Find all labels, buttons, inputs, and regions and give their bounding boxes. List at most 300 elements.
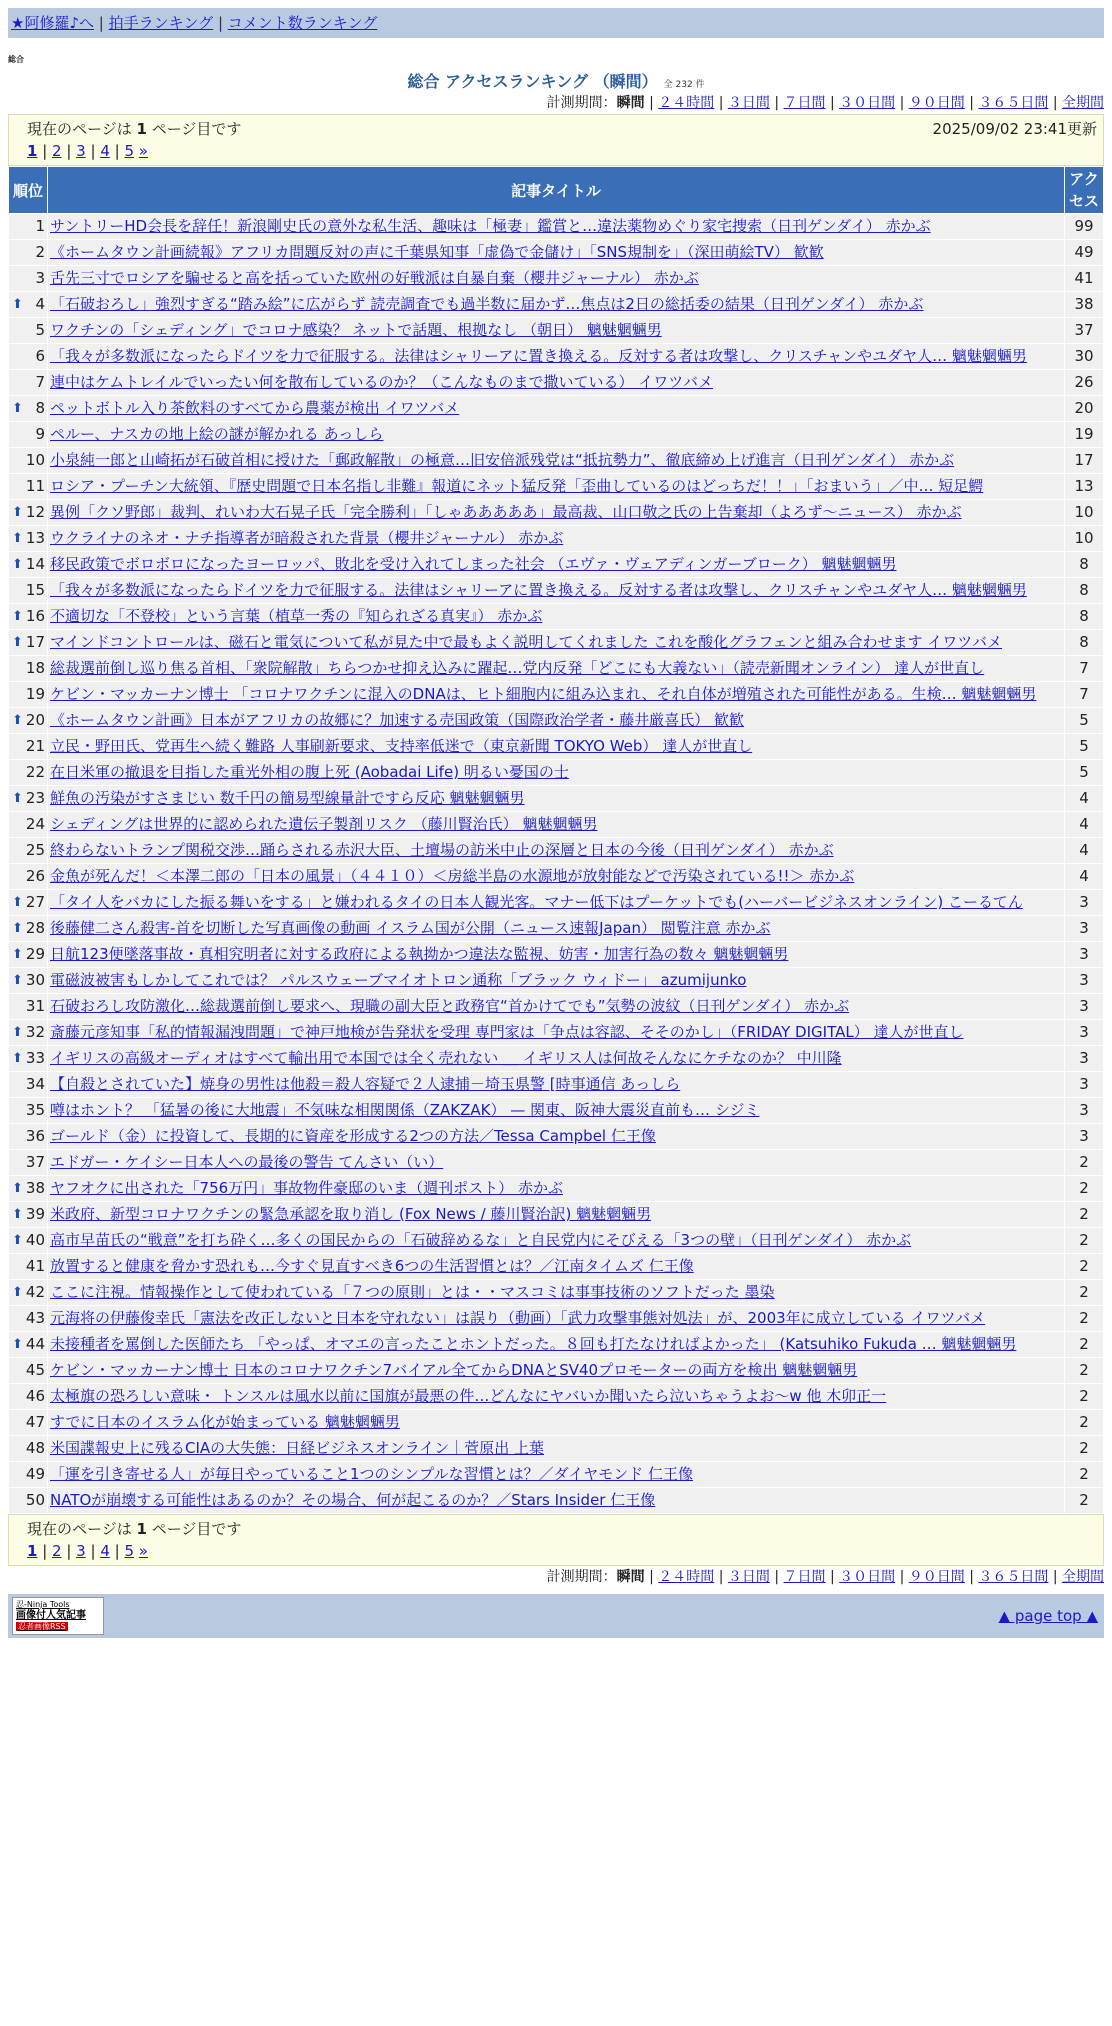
access-count: 26: [1065, 370, 1103, 395]
article-link[interactable]: 異例「クソ野郎」裁判、れいわ大石晃子氏「完全勝利」「しゃあああああ」最高裁、山口敬之氏の上告棄却（よろず〜ニュース） 赤かぶ: [50, 503, 962, 521]
table-row: [9, 1280, 1103, 1305]
article-link[interactable]: 元海将の伊藤俊幸氏「憲法を改正しないと日本を守れない」は誤り（動画）「武力攻撃事態対処法」が、2003年に成立している イワツバメ: [50, 1309, 986, 1327]
title-cell: [48, 552, 1064, 577]
table-row: [9, 474, 1103, 499]
article-link[interactable]: 石破おろし攻防激化…総裁選前倒し要求へ、現職の副大臣と政務官“首かけてでも”気勢の波紋（日刊ゲンダイ） 赤かぶ: [50, 997, 850, 1015]
section-label: 総合: [8, 55, 24, 64]
access-count: 2: [1065, 1436, 1103, 1461]
article-link[interactable]: ケビン・マッカーナン博士 「コロナワクチンに混入のDNAは、ヒト細胞内に組み込まれ、それ自体が増殖された可能性がある。生検… 魑魅魍魎男: [50, 685, 1037, 703]
rank-number: 15: [25, 581, 45, 599]
access-count: 8: [1065, 604, 1103, 629]
title-cell: [48, 292, 1064, 317]
title-cell: [48, 838, 1064, 863]
title-cell: [48, 240, 1064, 265]
pager-separator: |: [61, 142, 77, 160]
article-link[interactable]: 小泉純一郎と山崎拓が石破首相に授けた「郵政解散」の極意…旧安倍派残党は“抵抗勢力”、徹底締め上げ進言（日刊ゲンダイ） 赤かぶ: [50, 451, 955, 469]
page-link[interactable]: 1: [27, 1542, 38, 1560]
article-link[interactable]: 斎藤元彦知事「私的情報漏洩問題」で神戸地検が告発状を受理 専門家は「争点は容認、そそのかし」（FRIDAY DIGITAL） 達人が世直し: [50, 1023, 964, 1041]
title-cell: [48, 318, 1064, 343]
article-link[interactable]: 移民政策でボロボロになったヨーロッパ、敗北を受け入れてしまった社会 （エヴァ・ヴェアディンガーブローク） 魑魅魍魎男: [50, 555, 897, 573]
article-link[interactable]: ここに注視。情報操作として使われている「７つの原則」とは・・マスコミは事事技術のソフトだった 墨染: [50, 1283, 775, 1301]
access-count: 37: [1065, 318, 1103, 343]
period-link[interactable]: 全期間: [1062, 1569, 1104, 1585]
article-link[interactable]: 「タイ人をバカにした振る舞いをする」と嫌われるタイの日本人観光客。マナー低下はプーケットでも(ハーバービジネスオンライン) こーるてん: [50, 893, 1023, 911]
access-count: 5: [1065, 708, 1103, 733]
period-current: 瞬間: [616, 95, 645, 111]
rank-cell: [9, 1228, 47, 1253]
pager-separator: |: [109, 1542, 125, 1560]
rank-cell: [9, 656, 47, 681]
next-page-link[interactable]: »: [138, 1542, 148, 1560]
access-count: 2: [1065, 1332, 1103, 1357]
table-row: [9, 1046, 1103, 1071]
rank-number: 27: [25, 893, 45, 911]
period-link[interactable]: ２４時間: [658, 95, 715, 111]
period-link[interactable]: ３日間: [727, 1569, 770, 1585]
access-count: 2: [1065, 1228, 1103, 1253]
period-link[interactable]: ３０日間: [839, 1569, 896, 1585]
rank-cell: [9, 1202, 47, 1227]
period-link[interactable]: ３６５日間: [978, 95, 1049, 111]
period-link[interactable]: ３０日間: [839, 95, 896, 111]
article-link[interactable]: シェディングは世界的に認められた遺伝子製剤リスク （藤川賢治氏） 魑魅魍魎男: [50, 815, 598, 833]
rank-cell: [9, 578, 47, 603]
article-link[interactable]: 「我々が多数派になったらドイツを力で征服する。法律はシャリーアに置き換える。反対する者は攻撃し、クリスチャンやユダヤ人… 魑魅魍魎男: [50, 347, 1027, 365]
rank-cell: [9, 630, 47, 655]
rank-cell: [9, 526, 47, 551]
rank-up-arrow-icon: ⬆: [12, 557, 23, 572]
title-cell: [48, 1488, 1064, 1513]
title-cell: [48, 1306, 1064, 1331]
page-link[interactable]: 1: [27, 142, 38, 160]
access-count: 3: [1065, 994, 1103, 1019]
table-row: [9, 1254, 1103, 1279]
access-count: 8: [1065, 630, 1103, 655]
title-cell: [48, 708, 1064, 733]
table-row: [9, 656, 1103, 681]
title-cell: [48, 1228, 1064, 1253]
rank-up-arrow-icon: ⬆: [12, 1181, 23, 1196]
article-link[interactable]: ケビン・マッカーナン博士 日本のコロナワクチン7バイアル全てからDNAとSV40プロモーターの両方を検出 魑魅魍魎男: [50, 1361, 858, 1379]
period-separator: |: [1048, 95, 1062, 111]
access-count: 41: [1065, 266, 1103, 291]
rank-up-arrow-icon: ⬆: [12, 947, 23, 962]
article-link[interactable]: 金魚が死んだ！＜本澤二郎の「日本の風景」（４４１０）＜房総半島の水源地が放射能などで汚染されている!!＞ 赤かぶ: [50, 867, 855, 885]
rank-number: 36: [25, 1127, 45, 1145]
access-count: 2: [1065, 1488, 1103, 1513]
rank-number: 45: [25, 1361, 45, 1379]
page-link[interactable]: 4: [100, 142, 110, 160]
article-link[interactable]: エドガー・ケイシー日本人への最後の警告 てんさい（い）: [50, 1153, 444, 1171]
table-row: [9, 1228, 1103, 1253]
period-separator: |: [825, 1569, 840, 1585]
rank-number: 13: [25, 529, 45, 547]
article-link[interactable]: 【自殺とされていた】焼身の男性は他殺＝殺人容疑で２人逮捕－埼玉県警 [時事通信 あっしら: [50, 1075, 681, 1093]
title-column-header: 記事タイトル: [48, 167, 1064, 213]
access-count: 20: [1065, 396, 1103, 421]
access-count: 19: [1065, 422, 1103, 447]
article-link[interactable]: ペルー、ナスカの地上絵の謎が解かれる あっしら: [50, 425, 384, 443]
rank-number: 30: [25, 971, 45, 989]
access-count: 2: [1065, 1358, 1103, 1383]
access-count: 8: [1065, 552, 1103, 577]
rank-cell: [9, 760, 47, 785]
rank-number: 4: [35, 295, 45, 313]
rank-cell: [9, 1280, 47, 1305]
period-separator: |: [769, 1569, 784, 1585]
table-row: [9, 266, 1103, 291]
period-link[interactable]: ３日間: [727, 95, 770, 111]
table-row: [9, 1124, 1103, 1149]
rank-number: 18: [25, 659, 45, 677]
title-cell: [48, 474, 1064, 499]
rank-number: 33: [25, 1049, 45, 1067]
rank-number: 2: [35, 243, 45, 261]
title-cell: [48, 500, 1064, 525]
title-cell: [48, 1046, 1064, 1071]
article-link[interactable]: 米国諜報史上に残るCIAの大失態：日経ビジネスオンライン｜菅原出 上葉: [50, 1439, 545, 1457]
article-link[interactable]: 日航123便墜落事故・真相究明者に対する政府による執拗かつ違法な監視、妨害・加害行為の数々 魑魅魍魎男: [50, 945, 789, 963]
access-count: 2: [1065, 1280, 1103, 1305]
table-row: [9, 734, 1103, 759]
access-count: 2: [1065, 1384, 1103, 1409]
title-cell: [48, 786, 1064, 811]
period-link[interactable]: ７日間: [783, 95, 826, 111]
rank-cell: [9, 708, 47, 733]
rank-up-arrow-icon: ⬆: [12, 1233, 23, 1248]
rank-column-header: 順位: [9, 167, 47, 213]
table-row: [9, 422, 1103, 447]
next-page-link[interactable]: »: [138, 142, 148, 160]
pager-separator: |: [61, 1542, 77, 1560]
article-link[interactable]: 太極旗の恐ろしい意味・ トンスルは風水以前に国旗が最悪の件…どんなにヤバいか聞いたら泣いちゃうよお〜w 他 木卯正一: [50, 1387, 887, 1405]
access-count: 10: [1065, 500, 1103, 525]
rank-number: 47: [25, 1413, 45, 1431]
title-cell: [48, 1280, 1064, 1305]
rank-number: 8: [35, 399, 45, 417]
table-row: [9, 604, 1103, 629]
rank-number: 23: [25, 789, 45, 807]
table-row: [9, 1410, 1103, 1435]
article-link[interactable]: 噂はホント？ 「猛暑の後に大地震」不気味な相関関係（ZAKZAK） — 関東、阪神大震災直前も… シジミ: [50, 1101, 760, 1119]
table-row: [9, 240, 1103, 265]
page-link[interactable]: 5: [124, 142, 134, 160]
article-link[interactable]: 電磁波被害もしかしてこれでは？ パルスウェーブマイオトロン通称「ブラック ウィドー」 azumijunko: [50, 971, 747, 989]
article-link[interactable]: 《ホームタウン計画続報》アフリカ問題反対の声に千葉県知事「虚偽で金儲け」「SNS規制を」（深田萌絵TV） 歓歓: [50, 243, 824, 261]
period-link[interactable]: 全期間: [1062, 95, 1104, 111]
rank-up-arrow-icon: ⬆: [12, 505, 23, 520]
title-cell: [48, 864, 1064, 889]
access-count: 38: [1065, 292, 1103, 317]
table-row: [9, 968, 1103, 993]
period-separator: |: [714, 1569, 728, 1585]
rank-up-arrow-icon: ⬆: [12, 1051, 23, 1066]
nav-link[interactable]: コメント数ランキング: [227, 14, 378, 32]
rank-cell: [9, 1098, 47, 1123]
rank-up-arrow-icon: ⬆: [12, 973, 23, 988]
title-cell: [48, 526, 1064, 551]
access-count: 8: [1065, 578, 1103, 603]
rank-up-arrow-icon: ⬆: [12, 1207, 23, 1222]
rank-cell: [9, 1384, 47, 1409]
nav-link[interactable]: 拍手ランキング: [108, 14, 214, 32]
rank-number: 24: [25, 815, 45, 833]
period-link[interactable]: ９０日間: [908, 95, 965, 111]
period-selector-top: [8, 92, 1104, 114]
title-cell: [48, 1254, 1064, 1279]
title-cell: [48, 916, 1064, 941]
article-link[interactable]: ウクライナのネオ・ナチ指導者が暗殺された背景（櫻井ジャーナル） 赤かぶ: [50, 529, 564, 547]
article-link[interactable]: NATOが崩壊する可能性はあるのか？その場合、何が起こるのか？／Stars Insider 仁王像: [50, 1491, 656, 1509]
access-count: 3: [1065, 1098, 1103, 1123]
rank-cell: [9, 292, 47, 317]
ninja-rss-logo[interactable]: 忍-Ninja Tools 画像付人気記事 忍者画像RSS: [12, 1597, 104, 1635]
rank-cell: [9, 1488, 47, 1513]
title-cell: [48, 1202, 1064, 1227]
table-row: [9, 1020, 1103, 1045]
article-link[interactable]: 「石破おろし」強烈すぎる“踏み絵”に広がらず 読売調査でも過半数に届かず…焦点は2日の総括委の結果（日刊ゲンダイ） 赤かぶ: [50, 295, 924, 313]
article-link[interactable]: 未接種者を罵倒した医師たち 「やっぱ、オマエの言ったことホントだった。８回も打たなければよかった」 (Katsuhiko Fukuda … 魑魅魍魎男: [50, 1335, 1017, 1353]
rank-cell: [9, 266, 47, 291]
article-link[interactable]: 後藤健二さん殺害-首を切断した写真画像の動画 イスラム国が公開（ニュース速報Japan） 閲覧注意 赤かぶ: [50, 919, 771, 937]
rank-cell: [9, 604, 47, 629]
page-link[interactable]: 2: [52, 142, 62, 160]
rank-number: 49: [25, 1465, 45, 1483]
total-count: 全 232 件: [663, 80, 705, 90]
title-cell: [48, 1150, 1064, 1175]
rank-number: 37: [25, 1153, 45, 1171]
table-row: [9, 448, 1103, 473]
table-row: [9, 1332, 1103, 1357]
access-count: 2: [1065, 1306, 1103, 1331]
rank-cell: [9, 838, 47, 863]
rank-up-arrow-icon: ⬆: [12, 531, 23, 546]
article-link[interactable]: 「運を引き寄せる人」が毎日やっていること1つのシンプルな習慣とは？／ダイヤモンド 仁王像: [50, 1465, 694, 1483]
rank-cell: [9, 1254, 47, 1279]
title-cell: [48, 734, 1064, 759]
access-count: 5: [1065, 734, 1103, 759]
period-separator: |: [825, 95, 840, 111]
article-link[interactable]: 「我々が多数派になったらドイツを力で征服する。法律はシャリーアに置き換える。反対する者は攻撃し、クリスチャンやユダヤ人… 魑魅魍魎男: [50, 581, 1027, 599]
title-cell: [48, 630, 1064, 655]
period-separator: |: [1048, 1569, 1062, 1585]
period-separator: |: [644, 1569, 659, 1585]
article-link[interactable]: 在日米軍の撤退を目指した重光外相の腹上死 (Aobadai Life) 明るい憂国の士: [50, 763, 569, 781]
page-top-link[interactable]: ▲ page top ▲: [998, 1607, 1098, 1625]
table-row: [9, 812, 1103, 837]
table-row: [9, 1176, 1103, 1201]
access-count: 2: [1065, 1150, 1103, 1175]
period-label: 計測期間：: [546, 1569, 617, 1585]
rank-cell: [9, 682, 47, 707]
table-row: [9, 1358, 1103, 1383]
rank-up-arrow-icon: ⬆: [12, 1337, 23, 1352]
period-link[interactable]: ３６５日間: [978, 1569, 1049, 1585]
rank-number: 25: [25, 841, 45, 859]
table-row: [9, 318, 1103, 343]
article-link[interactable]: 舌先三寸でロシアを騙せると高を括っていた欧州の好戦派は自暴自棄（櫻井ジャーナル） 赤かぶ: [50, 269, 699, 287]
access-count: 17: [1065, 448, 1103, 473]
rank-cell: [9, 1046, 47, 1071]
title-cell: [48, 1384, 1064, 1409]
rank-number: 46: [25, 1387, 45, 1405]
table-row: [9, 994, 1103, 1019]
page-title: 総合 アクセスランキング （瞬間）: [407, 72, 658, 91]
current-page-info-bottom: 現在のページは 1 ページ目です: [27, 1520, 242, 1538]
rank-cell: [9, 474, 47, 499]
article-link[interactable]: ヤフオクに出された「756万円」事故物件豪邸のいま（週刊ポスト） 赤かぶ: [50, 1179, 563, 1197]
rank-cell: [9, 1462, 47, 1487]
rank-number: 3: [35, 269, 45, 287]
article-link[interactable]: すでに日本のイスラム化が始まっている 魑魅魍魎男: [50, 1413, 400, 1431]
rank-cell: [9, 1306, 47, 1331]
title-cell: [48, 1020, 1064, 1045]
article-link[interactable]: イギリスの高級オーディオはすべて輸出用で本国では全く売れない ＿ イギリス人は何故そんなにケチなのか？ 中川隆: [50, 1049, 842, 1067]
rank-number: 5: [35, 321, 45, 339]
access-count: 3: [1065, 942, 1103, 967]
table-row: [9, 1150, 1103, 1175]
rank-number: 28: [25, 919, 45, 937]
period-separator: |: [895, 1569, 909, 1585]
table-row: [9, 396, 1103, 421]
access-count: 7: [1065, 656, 1103, 681]
rank-number: 9: [35, 425, 45, 443]
article-link[interactable]: 終わらないトランプ関税交渉…踊らされる赤沢大臣、土壇場の訪米中止の深層と日本の今後（日刊ゲンダイ） 赤かぶ: [50, 841, 834, 859]
pager-separator: |: [85, 1542, 101, 1560]
rank-cell: [9, 1176, 47, 1201]
title-cell: [48, 604, 1064, 629]
access-count: 3: [1065, 890, 1103, 915]
rank-up-arrow-icon: ⬆: [12, 713, 23, 728]
pager-separator: |: [37, 1542, 53, 1560]
rank-up-arrow-icon: ⬆: [12, 635, 23, 650]
rank-cell: [9, 812, 47, 837]
title-cell: [48, 214, 1064, 239]
rank-number: 48: [25, 1439, 45, 1457]
table-row: [9, 526, 1103, 551]
table-row: [9, 1488, 1103, 1513]
title-cell: [48, 1176, 1064, 1201]
title-cell: [48, 760, 1064, 785]
article-link[interactable]: 鮮魚の汚染がすさまじい 数千円の簡易型線量計ですら反応 魑魅魍魎男: [50, 789, 525, 807]
access-count: 3: [1065, 1072, 1103, 1097]
rank-cell: [9, 240, 47, 265]
article-link[interactable]: 総裁選前倒し巡り焦る首相、「衆院解散」ちらつかせ抑え込みに躍起…党内反発「どこにも大義ない」（読売新聞オンライン） 達人が世直し: [50, 659, 985, 677]
nav-separator: |: [213, 14, 228, 32]
article-link[interactable]: 放置すると健康を脅かす恐れも…今すぐ見直すべき6つの生活習慣とは？／江南タイムズ 仁王像: [50, 1257, 694, 1275]
table-row: [9, 1462, 1103, 1487]
article-link[interactable]: 不適切な「不登校」という言葉（植草一秀の『知られざる真実』） 赤かぶ: [50, 607, 543, 625]
rank-cell: [9, 500, 47, 525]
table-row: [9, 552, 1103, 577]
rank-number: 7: [35, 373, 45, 391]
table-row: [9, 942, 1103, 967]
rank-number: 38: [25, 1179, 45, 1197]
title-cell: [48, 370, 1064, 395]
period-link[interactable]: ２４時間: [658, 1569, 715, 1585]
table-row: [9, 1436, 1103, 1461]
article-link[interactable]: マインドコントロールは、磁石と電気について私が見た中で最もよく説明してくれました これを酸化グラフェンと組み合わせます イワツバメ: [50, 633, 1002, 651]
title-cell: [48, 890, 1064, 915]
title-cell: [48, 1436, 1064, 1461]
nav-link[interactable]: ★阿修羅♪へ: [11, 14, 95, 32]
period-link[interactable]: ７日間: [783, 1569, 826, 1585]
article-link[interactable]: ロシア・プーチン大統領、『歴史問題で日本名指し非難』報道にネット猛反発「歪曲しているのはどっちだ！！」「おまいう」／中… 短足鰐: [50, 477, 984, 495]
article-link[interactable]: ワクチンの「シェディング」でコロナ感染？ ネットで話題、根拠なし （朝日） 魑魅魍魎男: [50, 321, 662, 339]
rank-cell: [9, 448, 47, 473]
rank-number: 39: [25, 1205, 45, 1223]
rank-number: 31: [25, 997, 45, 1015]
article-link[interactable]: ゴールド（金）に投資して、長期的に資産を形成する2つの方法／Tessa Campbel 仁王像: [50, 1127, 656, 1145]
rank-number: 10: [25, 451, 45, 469]
article-link[interactable]: 《ホームタウン計画》日本がアフリカの故郷に？加速する売国政策（国際政治学者・藤井厳喜氏） 歓歓: [50, 711, 745, 729]
access-count: 4: [1065, 812, 1103, 837]
table-row: [9, 344, 1103, 369]
rank-number: 50: [25, 1491, 45, 1509]
article-link[interactable]: 米政府、新型コロナワクチンの緊急承認を取り消し (Fox News / 藤川賢治訳) 魑魅魍魎男: [50, 1205, 652, 1223]
rank-number: 21: [25, 737, 45, 755]
title-cell: [48, 1462, 1064, 1487]
rank-number: 12: [25, 503, 45, 521]
article-link[interactable]: ペットボトル入り茶飲料のすべてから農薬が検出 イワツバメ: [50, 399, 460, 417]
rank-cell: [9, 1410, 47, 1435]
article-link[interactable]: 立民・野田氏、党再生へ続く難路 人事刷新要求、支持率低迷で（東京新聞 TOKYO Web） 達人が世直し: [50, 737, 753, 755]
access-count: 4: [1065, 864, 1103, 889]
period-separator: |: [714, 95, 728, 111]
rank-number: 40: [25, 1231, 45, 1249]
rank-cell: [9, 344, 47, 369]
article-link[interactable]: 連中はケムトレイルでいったい何を散布しているのか？（こんなものまで撒いている） イワツバメ: [50, 373, 713, 391]
page-link[interactable]: 3: [76, 142, 86, 160]
title-cell: [48, 344, 1064, 369]
ranking-table: [8, 166, 1104, 1514]
updated-timestamp: 2025/09/02 23:41更新: [932, 120, 1097, 138]
pager-separator: |: [37, 142, 53, 160]
table-row: [9, 1384, 1103, 1409]
rank-cell: [9, 734, 47, 759]
rank-up-arrow-icon: ⬆: [12, 1025, 23, 1040]
page-link[interactable]: 2: [52, 1542, 62, 1560]
rank-number: 34: [25, 1075, 45, 1093]
table-row: [9, 1072, 1103, 1097]
rank-cell: [9, 1436, 47, 1461]
access-count: 2: [1065, 1202, 1103, 1227]
rank-number: 22: [25, 763, 45, 781]
article-link[interactable]: サントリーHD会長を辞任！新浪剛史氏の意外な私生活、趣味は「極妻」鑑賞と…違法薬物めぐり家宅捜索（日刊ゲンダイ） 赤かぶ: [50, 217, 931, 235]
current-page-info: 現在のページは 1 ページ目です: [27, 120, 242, 138]
page-link[interactable]: 4: [100, 1542, 110, 1560]
rank-number: 16: [25, 607, 45, 625]
table-header-row: [9, 167, 1103, 213]
pagination-box-top: [8, 114, 1104, 166]
rank-cell: [9, 422, 47, 447]
page-link[interactable]: 3: [76, 1542, 86, 1560]
table-row: [9, 292, 1103, 317]
top-nav-bar: [8, 8, 1104, 38]
rank-up-arrow-icon: ⬆: [12, 609, 23, 624]
rank-up-arrow-icon: ⬆: [12, 297, 23, 312]
table-row: [9, 1202, 1103, 1227]
rank-number: 44: [25, 1335, 45, 1353]
period-link[interactable]: ９０日間: [908, 1569, 965, 1585]
page-link[interactable]: 5: [124, 1542, 134, 1560]
article-link[interactable]: 高市早苗氏の“戦意”を打ち砕く…多くの国民からの「石破辞めるな」と自民党内にそびえる「3つの壁」（日刊ゲンダイ） 赤かぶ: [50, 1231, 912, 1249]
pager-top: [27, 140, 1097, 162]
period-separator: |: [964, 95, 979, 111]
rank-cell: [9, 214, 47, 239]
access-count: 4: [1065, 786, 1103, 811]
title-cell: [48, 396, 1064, 421]
